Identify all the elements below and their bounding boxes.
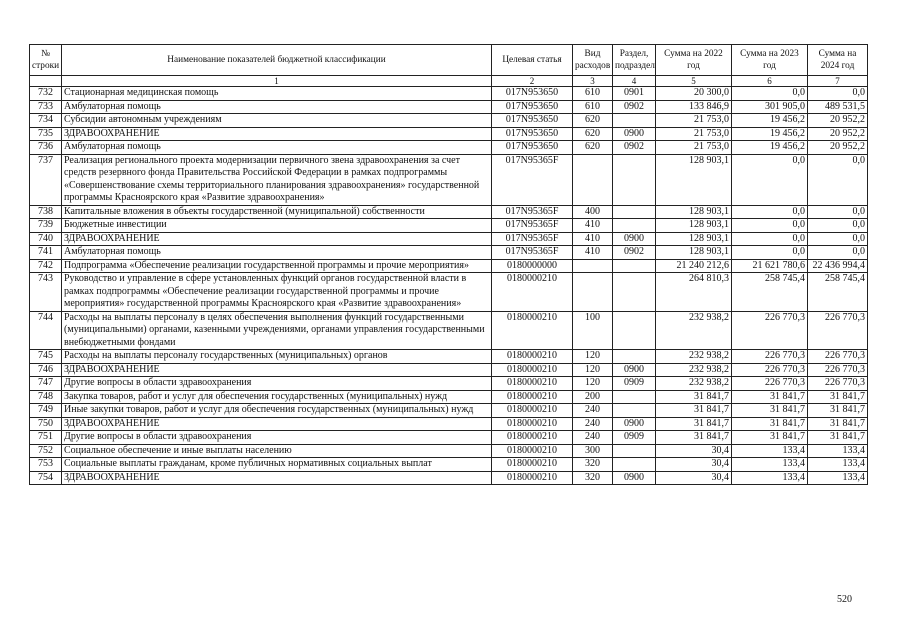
cell-kind	[573, 273, 613, 312]
table-row	[30, 350, 868, 364]
cell-section: 0900	[613, 127, 656, 141]
header-row	[30, 45, 868, 76]
header-2024: Сумма на 2024 год	[808, 45, 868, 76]
table-row	[30, 205, 868, 219]
cell-row-number: 747	[30, 377, 62, 391]
cell-section	[613, 311, 656, 350]
column-number: 6	[732, 76, 808, 87]
cell-section: 0901	[613, 87, 656, 101]
cell-target: 017N95365F	[492, 205, 573, 219]
cell-section	[613, 350, 656, 364]
cell-kind: 240	[573, 417, 613, 431]
cell-2022: 128 903,1	[656, 232, 732, 246]
cell-row-number: 748	[30, 390, 62, 404]
cell-2022: 31 841,7	[656, 390, 732, 404]
table-row	[30, 471, 868, 485]
cell-target: 0180000000	[492, 259, 573, 273]
cell-2024: 31 841,7	[808, 417, 868, 431]
cell-section	[613, 273, 656, 312]
cell-kind: 200	[573, 390, 613, 404]
cell-target: 017N953650	[492, 100, 573, 114]
cell-2024: 226 770,3	[808, 377, 868, 391]
header-2022: Сумма на 2022 год	[656, 45, 732, 76]
cell-row-number: 738	[30, 205, 62, 219]
table-row	[30, 246, 868, 260]
cell-2023: 0,0	[732, 154, 808, 205]
cell-2023: 19 456,2	[732, 141, 808, 155]
cell-2024: 0,0	[808, 87, 868, 101]
table-row	[30, 377, 868, 391]
cell-name: Иные закупки товаров, работ и услуг для обеспечения государственных (муниципальных) нужд	[62, 404, 492, 418]
cell-target: 017N95365F	[492, 246, 573, 260]
cell-row-number: 740	[30, 232, 62, 246]
cell-target: 0180000210	[492, 377, 573, 391]
column-number: 4	[613, 76, 656, 87]
cell-2022: 21 753,0	[656, 141, 732, 155]
cell-target: 0180000210	[492, 471, 573, 485]
cell-row-number: 744	[30, 311, 62, 350]
cell-target: 0180000210	[492, 311, 573, 350]
cell-2022: 232 938,2	[656, 350, 732, 364]
cell-target: 017N953650	[492, 114, 573, 128]
table-row	[30, 114, 868, 128]
cell-name: Социальные выплаты гражданам, кроме публичных нормативных социальных выплат	[62, 458, 492, 472]
header-num: № строки	[30, 45, 62, 76]
cell-name: ЗДРАВООХРАНЕНИЕ	[62, 363, 492, 377]
cell-row-number: 751	[30, 431, 62, 445]
cell-name: Амбулаторная помощь	[62, 246, 492, 260]
table-row	[30, 311, 868, 350]
cell-section	[613, 219, 656, 233]
cell-kind: 100	[573, 311, 613, 350]
cell-2024: 0,0	[808, 154, 868, 205]
cell-2023: 301 905,0	[732, 100, 808, 114]
cell-2023: 0,0	[732, 232, 808, 246]
cell-2024: 31 841,7	[808, 404, 868, 418]
table-row	[30, 444, 868, 458]
table-row	[30, 127, 868, 141]
table-body	[30, 76, 868, 485]
cell-kind: 410	[573, 232, 613, 246]
cell-name: ЗДРАВООХРАНЕНИЕ	[62, 232, 492, 246]
cell-section	[613, 154, 656, 205]
cell-row-number: 750	[30, 417, 62, 431]
cell-row-number: 745	[30, 350, 62, 364]
cell-2022: 20 300,0	[656, 87, 732, 101]
cell-2022: 30,4	[656, 458, 732, 472]
cell-2022: 232 938,2	[656, 363, 732, 377]
column-number: 2	[492, 76, 573, 87]
cell-2022: 128 903,1	[656, 205, 732, 219]
cell-row-number: 752	[30, 444, 62, 458]
cell-2023: 226 770,3	[732, 363, 808, 377]
cell-target: 0180000210	[492, 404, 573, 418]
cell-kind: 620	[573, 141, 613, 155]
cell-kind	[573, 259, 613, 273]
column-number: 3	[573, 76, 613, 87]
cell-kind: 410	[573, 219, 613, 233]
cell-2023: 226 770,3	[732, 350, 808, 364]
cell-2022: 128 903,1	[656, 219, 732, 233]
cell-target: 0180000210	[492, 444, 573, 458]
cell-row-number: 737	[30, 154, 62, 205]
cell-row-number: 735	[30, 127, 62, 141]
header-2023: Сумма на 2023 год	[732, 45, 808, 76]
cell-2024: 133,4	[808, 458, 868, 472]
table-row	[30, 390, 868, 404]
cell-2023: 226 770,3	[732, 377, 808, 391]
cell-row-number: 749	[30, 404, 62, 418]
cell-section: 0909	[613, 431, 656, 445]
cell-2024: 133,4	[808, 471, 868, 485]
cell-2024: 20 952,2	[808, 141, 868, 155]
cell-2024: 31 841,7	[808, 431, 868, 445]
cell-2022: 31 841,7	[656, 404, 732, 418]
cell-row-number: 739	[30, 219, 62, 233]
cell-section: 0900	[613, 417, 656, 431]
cell-name: Подпрограмма «Обеспечение реализации государственной программы и прочие мероприятия»	[62, 259, 492, 273]
cell-section	[613, 114, 656, 128]
cell-2023: 31 841,7	[732, 417, 808, 431]
cell-section	[613, 390, 656, 404]
cell-2024: 133,4	[808, 444, 868, 458]
cell-2022: 232 938,2	[656, 311, 732, 350]
cell-row-number: 734	[30, 114, 62, 128]
budget-table	[29, 44, 868, 485]
cell-2024: 0,0	[808, 232, 868, 246]
cell-name: Стационарная медицинская помощь	[62, 87, 492, 101]
cell-2024: 226 770,3	[808, 311, 868, 350]
table-row	[30, 417, 868, 431]
cell-row-number: 743	[30, 273, 62, 312]
column-number-blank	[30, 76, 62, 87]
cell-target: 017N953650	[492, 127, 573, 141]
table-row	[30, 458, 868, 472]
cell-2022: 30,4	[656, 471, 732, 485]
column-number: 1	[62, 76, 492, 87]
cell-2022: 21 753,0	[656, 114, 732, 128]
cell-target: 0180000210	[492, 458, 573, 472]
cell-section: 0902	[613, 246, 656, 260]
cell-target: 0180000210	[492, 363, 573, 377]
cell-2023: 133,4	[732, 471, 808, 485]
cell-2023: 0,0	[732, 246, 808, 260]
header-name: Наименование показателей бюджетной классификации	[62, 45, 492, 76]
cell-target: 0180000210	[492, 431, 573, 445]
cell-name: Амбулаторная помощь	[62, 141, 492, 155]
table-row	[30, 404, 868, 418]
cell-2022: 31 841,7	[656, 417, 732, 431]
cell-row-number: 736	[30, 141, 62, 155]
cell-kind: 610	[573, 87, 613, 101]
cell-2022: 128 903,1	[656, 246, 732, 260]
cell-kind: 620	[573, 127, 613, 141]
cell-2024: 20 952,2	[808, 114, 868, 128]
cell-2024: 0,0	[808, 219, 868, 233]
cell-2024: 20 952,2	[808, 127, 868, 141]
cell-2022: 264 810,3	[656, 273, 732, 312]
cell-name: ЗДРАВООХРАНЕНИЕ	[62, 127, 492, 141]
cell-2023: 226 770,3	[732, 311, 808, 350]
table-row	[30, 87, 868, 101]
cell-kind: 410	[573, 246, 613, 260]
cell-2024: 226 770,3	[808, 363, 868, 377]
cell-name: Социальное обеспечение и иные выплаты населению	[62, 444, 492, 458]
cell-name: Руководство и управление в сфере установленных функций органов государственной власти в рамках подпрограммы «Обеспечение реализации государственной программы и прочие мероприятия» государственной программы Красноярского края «Развитие здравоохранения»	[62, 273, 492, 312]
cell-target: 0180000210	[492, 417, 573, 431]
cell-target: 017N95365F	[492, 232, 573, 246]
cell-2024: 0,0	[808, 205, 868, 219]
cell-section: 0909	[613, 377, 656, 391]
cell-2022: 30,4	[656, 444, 732, 458]
header-target: Целевая статья	[492, 45, 573, 76]
cell-2024: 489 531,5	[808, 100, 868, 114]
table-row	[30, 100, 868, 114]
table-row	[30, 219, 868, 233]
cell-row-number: 741	[30, 246, 62, 260]
cell-2022: 133 846,9	[656, 100, 732, 114]
column-number-row	[30, 76, 868, 87]
cell-name: Субсидии автономным учреждениям	[62, 114, 492, 128]
cell-section: 0902	[613, 100, 656, 114]
cell-name: Закупка товаров, работ и услуг для обеспечения государственных (муниципальных) нужд	[62, 390, 492, 404]
cell-target: 017N95365F	[492, 154, 573, 205]
header-section: Раздел, подраздел	[613, 45, 656, 76]
cell-2024: 0,0	[808, 246, 868, 260]
cell-row-number: 733	[30, 100, 62, 114]
cell-2023: 31 841,7	[732, 390, 808, 404]
cell-kind: 120	[573, 377, 613, 391]
column-number: 5	[656, 76, 732, 87]
cell-row-number: 753	[30, 458, 62, 472]
cell-name: Другие вопросы в области здравоохранения	[62, 431, 492, 445]
cell-name: Капитальные вложения в объекты государственной (муниципальной) собственности	[62, 205, 492, 219]
cell-row-number: 732	[30, 87, 62, 101]
cell-name: Бюджетные инвестиции	[62, 219, 492, 233]
cell-name: Расходы на выплаты персоналу государственных (муниципальных) органов	[62, 350, 492, 364]
cell-target: 017N95365F	[492, 219, 573, 233]
cell-target: 017N953650	[492, 141, 573, 155]
page-number: 520	[837, 594, 852, 605]
cell-name: ЗДРАВООХРАНЕНИЕ	[62, 417, 492, 431]
cell-row-number: 746	[30, 363, 62, 377]
cell-section	[613, 259, 656, 273]
table-row	[30, 431, 868, 445]
cell-section	[613, 458, 656, 472]
cell-name: Амбулаторная помощь	[62, 100, 492, 114]
cell-kind: 240	[573, 431, 613, 445]
cell-section	[613, 205, 656, 219]
cell-2024: 226 770,3	[808, 350, 868, 364]
cell-2024: 31 841,7	[808, 390, 868, 404]
cell-2023: 133,4	[732, 458, 808, 472]
cell-target: 0180000210	[492, 273, 573, 312]
cell-name: Расходы на выплаты персоналу в целях обеспечения выполнения функций государственными (муниципальными) органами, казенными учреждениями, органами управления государственными внебюджетными фондами	[62, 311, 492, 350]
cell-2023: 258 745,4	[732, 273, 808, 312]
cell-2023: 31 841,7	[732, 404, 808, 418]
cell-name: Реализация регионального проекта модернизации первичного звена здравоохранения за счет средств резервного фонда Правительства Российской Федерации в рамках подпрограммы «Совершенствование схемы территориального планирования здравоохранения» государственной программы Красноярского края «Развитие здравоохранения»	[62, 154, 492, 205]
cell-2022: 21 240 212,6	[656, 259, 732, 273]
cell-target: 0180000210	[492, 390, 573, 404]
cell-2023: 31 841,7	[732, 431, 808, 445]
cell-2023: 133,4	[732, 444, 808, 458]
cell-section: 0900	[613, 232, 656, 246]
table-row	[30, 154, 868, 205]
table-row	[30, 273, 868, 312]
cell-2022: 128 903,1	[656, 154, 732, 205]
cell-kind: 620	[573, 114, 613, 128]
column-number: 7	[808, 76, 868, 87]
table-row	[30, 141, 868, 155]
cell-target: 017N953650	[492, 87, 573, 101]
header-kind: Вид расходов	[573, 45, 613, 76]
cell-section: 0902	[613, 141, 656, 155]
cell-2023: 0,0	[732, 87, 808, 101]
cell-row-number: 742	[30, 259, 62, 273]
cell-target: 0180000210	[492, 350, 573, 364]
cell-2023: 19 456,2	[732, 114, 808, 128]
cell-kind: 400	[573, 205, 613, 219]
cell-2023: 0,0	[732, 205, 808, 219]
cell-kind: 120	[573, 363, 613, 377]
cell-kind: 320	[573, 458, 613, 472]
cell-kind: 320	[573, 471, 613, 485]
cell-2023: 0,0	[732, 219, 808, 233]
cell-2022: 31 841,7	[656, 431, 732, 445]
cell-kind	[573, 154, 613, 205]
cell-kind: 240	[573, 404, 613, 418]
cell-2024: 258 745,4	[808, 273, 868, 312]
table-row	[30, 363, 868, 377]
cell-kind: 300	[573, 444, 613, 458]
cell-name: ЗДРАВООХРАНЕНИЕ	[62, 471, 492, 485]
cell-section	[613, 444, 656, 458]
cell-2023: 19 456,2	[732, 127, 808, 141]
table-row	[30, 259, 868, 273]
cell-kind: 610	[573, 100, 613, 114]
cell-2023: 21 621 780,6	[732, 259, 808, 273]
cell-name: Другие вопросы в области здравоохранения	[62, 377, 492, 391]
cell-2022: 232 938,2	[656, 377, 732, 391]
cell-row-number: 754	[30, 471, 62, 485]
cell-2024: 22 436 994,4	[808, 259, 868, 273]
cell-2022: 21 753,0	[656, 127, 732, 141]
cell-section	[613, 404, 656, 418]
cell-section: 0900	[613, 471, 656, 485]
table-row	[30, 232, 868, 246]
cell-section: 0900	[613, 363, 656, 377]
cell-kind: 120	[573, 350, 613, 364]
